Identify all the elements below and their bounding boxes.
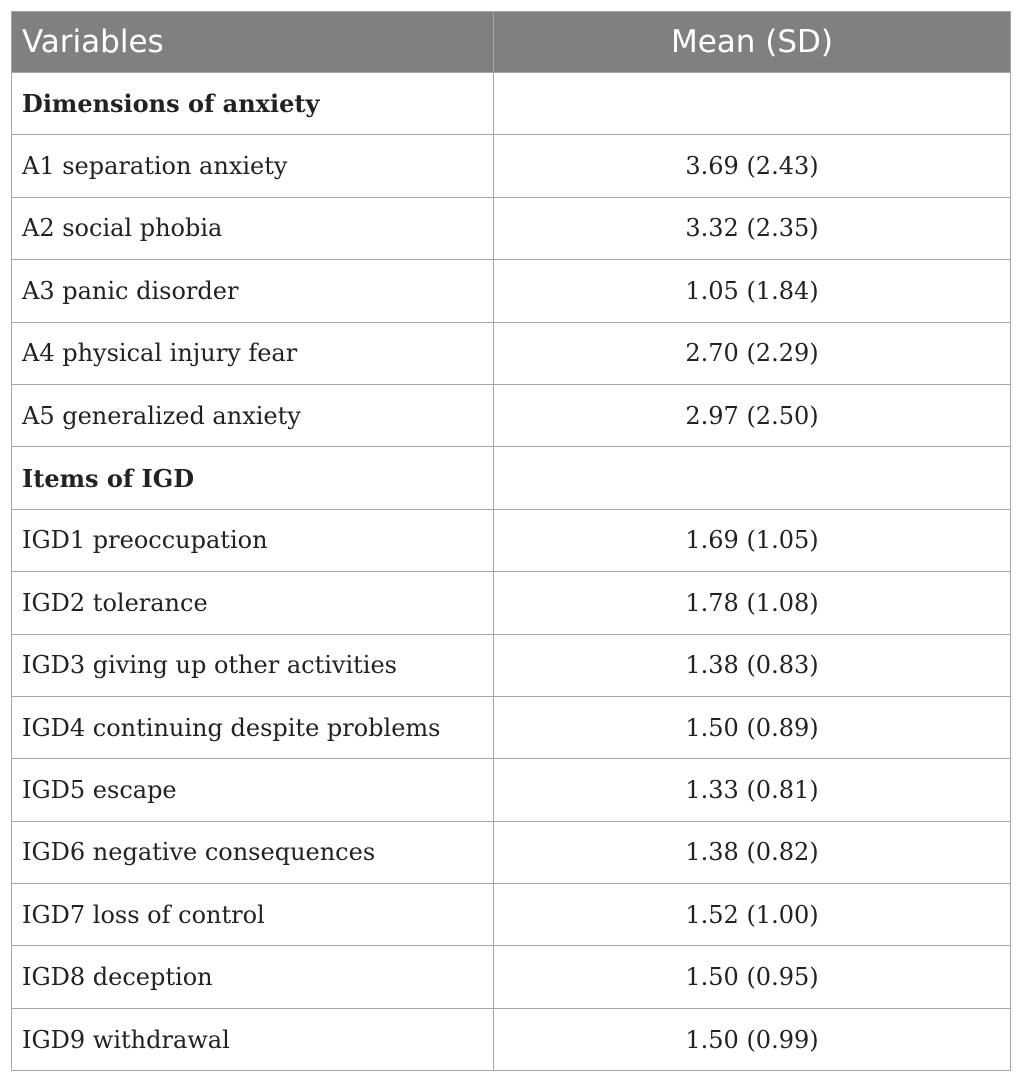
table-row — [12, 509, 1011, 571]
variable-cell: IGD1 preoccupation — [12, 509, 494, 571]
variable-cell: A1 separation anxiety — [12, 135, 494, 197]
value-cell: 1.50 (0.95) — [494, 946, 1011, 1008]
variable-cell: IGD4 continuing despite problems — [12, 696, 494, 758]
variable-cell: Items of IGD — [12, 447, 494, 509]
table-row — [12, 197, 1011, 259]
value-cell: 1.50 (0.89) — [494, 696, 1011, 758]
value-cell: 1.38 (0.82) — [494, 821, 1011, 883]
table-row — [12, 884, 1011, 946]
value-cell: 2.70 (2.29) — [494, 322, 1011, 384]
variable-cell: IGD5 escape — [12, 759, 494, 821]
table-row — [12, 260, 1011, 322]
table-row — [12, 696, 1011, 758]
value-cell: 2.97 (2.50) — [494, 384, 1011, 446]
table-row — [12, 135, 1011, 197]
table-row — [12, 759, 1011, 821]
value-cell — [494, 447, 1011, 509]
variable-cell: IGD8 deception — [12, 946, 494, 1008]
table-row — [12, 322, 1011, 384]
stats-table — [11, 11, 1011, 1071]
value-cell: 1.50 (0.99) — [494, 1008, 1011, 1070]
value-cell: 1.38 (0.83) — [494, 634, 1011, 696]
table-row — [12, 384, 1011, 446]
value-cell: 1.78 (1.08) — [494, 572, 1011, 634]
variable-cell: A3 panic disorder — [12, 260, 494, 322]
table-row — [12, 946, 1011, 1008]
variable-cell: A2 social phobia — [12, 197, 494, 259]
header-variables: Variables — [12, 12, 494, 73]
variable-cell: IGD9 withdrawal — [12, 1008, 494, 1070]
variable-cell: A4 physical injury fear — [12, 322, 494, 384]
table-row-section — [12, 73, 1011, 135]
value-cell — [494, 73, 1011, 135]
table-header-row — [12, 12, 1011, 73]
variable-cell: Dimensions of anxiety — [12, 73, 494, 135]
table-row — [12, 572, 1011, 634]
header-mean-sd: Mean (SD) — [494, 12, 1011, 73]
table-row — [12, 821, 1011, 883]
value-cell: 3.69 (2.43) — [494, 135, 1011, 197]
value-cell: 1.52 (1.00) — [494, 884, 1011, 946]
variable-cell: IGD7 loss of control — [12, 884, 494, 946]
variable-cell: IGD2 tolerance — [12, 572, 494, 634]
variable-cell: A5 generalized anxiety — [12, 384, 494, 446]
variable-cell: IGD6 negative consequences — [12, 821, 494, 883]
value-cell: 1.33 (0.81) — [494, 759, 1011, 821]
variable-cell: IGD3 giving up other activities — [12, 634, 494, 696]
table-row-section — [12, 447, 1011, 509]
value-cell: 1.05 (1.84) — [494, 260, 1011, 322]
value-cell: 3.32 (2.35) — [494, 197, 1011, 259]
table-row — [12, 1008, 1011, 1070]
value-cell: 1.69 (1.05) — [494, 509, 1011, 571]
table-row — [12, 634, 1011, 696]
